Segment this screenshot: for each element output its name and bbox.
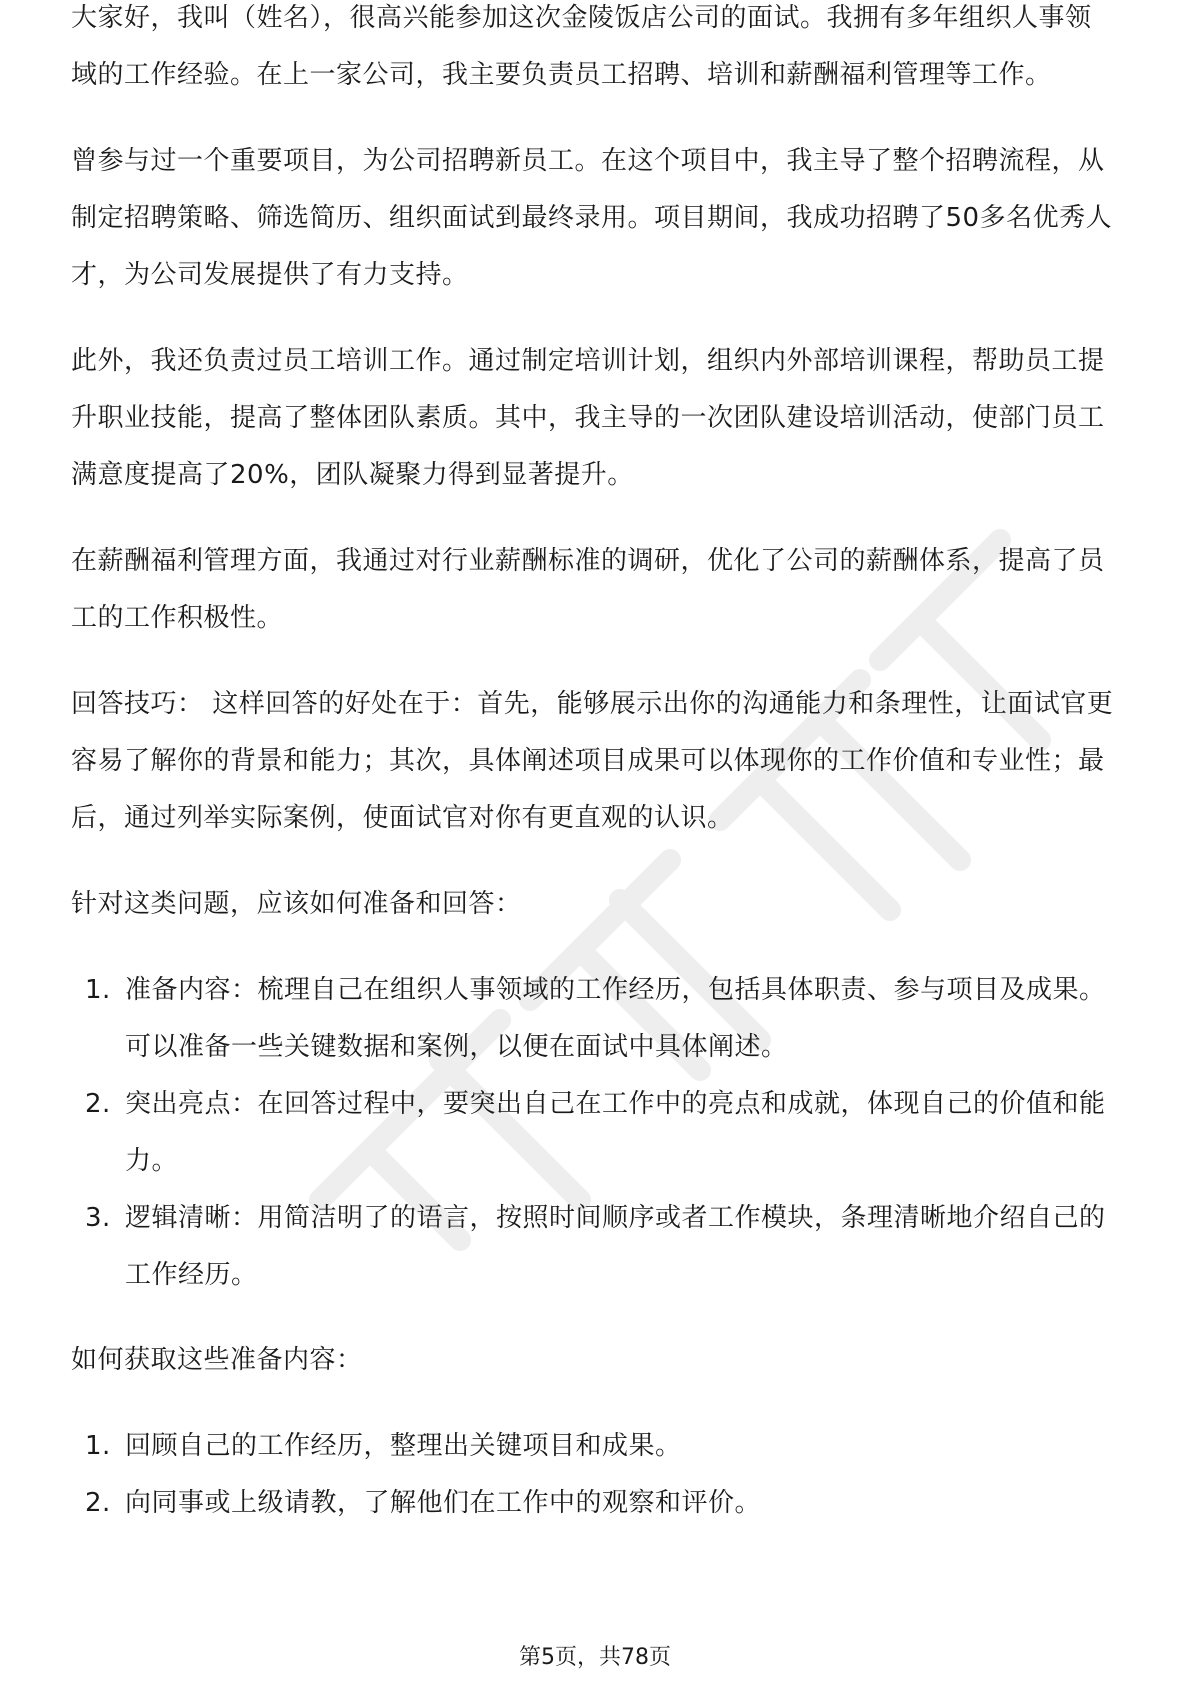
list-item: [71, 1076, 1116, 1190]
preparation-list: [71, 962, 1116, 1304]
list-item-number: 2.: [85, 1089, 111, 1119]
compensation-paragraph: 在薪酬福利管理方面，我通过对行业薪酬标准的调研，优化了公司的薪酬体系，提高了员工的工作积极性。: [71, 546, 1105, 633]
list-item: [71, 962, 1116, 1076]
list-item-text: 突出亮点：在回答过程中，要突出自己在工作中的亮点和成就，体现自己的价值和能力。: [125, 1089, 1106, 1176]
list-item-text: 回顾自己的工作经历，整理出关键项目和成果。: [125, 1431, 682, 1461]
list-item-text: 逻辑清晰：用简洁明了的语言，按照时间顺序或者工作模块，条理清晰地介绍自己的工作经历。: [125, 1203, 1106, 1290]
list-item: [71, 1190, 1116, 1304]
list-item-text: 向同事或上级请教，了解他们在工作中的观察和评价。: [125, 1488, 762, 1518]
page-footer: 第5页，共78页: [519, 1645, 671, 1670]
list-item-number: 2.: [85, 1488, 111, 1518]
project-paragraph: 曾参与过一个重要项目，为公司招聘新员工。在这个项目中，我主导了整个招聘流程，从制定招聘策略、筛选简历、组织面试到最终录用。项目期间，我成功招聘了50多名优秀人才，为公司发展提供了有力支持。: [71, 146, 1113, 290]
document-body: [71, 3, 1116, 1560]
how-to-heading: 如何获取这些准备内容：: [71, 1345, 363, 1375]
training-paragraph: 此外，我还负责过员工培训工作。通过制定培训计划，组织内外部培训课程，帮助员工提升职业技能，提高了整体团队素质。其中，我主导的一次团队建设培训活动，使部门员工满意度提高了20%，团队凝聚力得到显著提升。: [71, 346, 1105, 490]
list-item: [71, 1475, 1116, 1532]
list-item-number: 1.: [85, 1431, 111, 1461]
intro-paragraph: 大家好，我叫（姓名），很高兴能参加这次金陵饭店公司的面试。我拥有多年组织人事领域的工作经验。在上一家公司，我主要负责员工招聘、培训和薪酬福利管理等工作。: [71, 3, 1092, 90]
answer-tips-paragraph: 回答技巧： 这样回答的好处在于：首先，能够展示出你的沟通能力和条理性，让面试官更容易了解你的背景和能力；其次，具体阐述项目成果可以体现你的工作价值和专业性；最后，通过列举实际案例，使面试官对你有更直观的认识。: [71, 689, 1114, 833]
list-item-number: 3.: [85, 1203, 111, 1233]
list-item-number: 1.: [85, 975, 111, 1005]
source-list: [71, 1418, 1116, 1532]
preparation-heading: 针对这类问题，应该如何准备和回答：: [71, 889, 522, 919]
list-item-text: 准备内容：梳理自己在组织人事领域的工作经历，包括具体职责、参与项目及成果。可以准备一些关键数据和案例，以便在面试中具体阐述。: [125, 975, 1106, 1062]
list-item: [71, 1418, 1116, 1475]
